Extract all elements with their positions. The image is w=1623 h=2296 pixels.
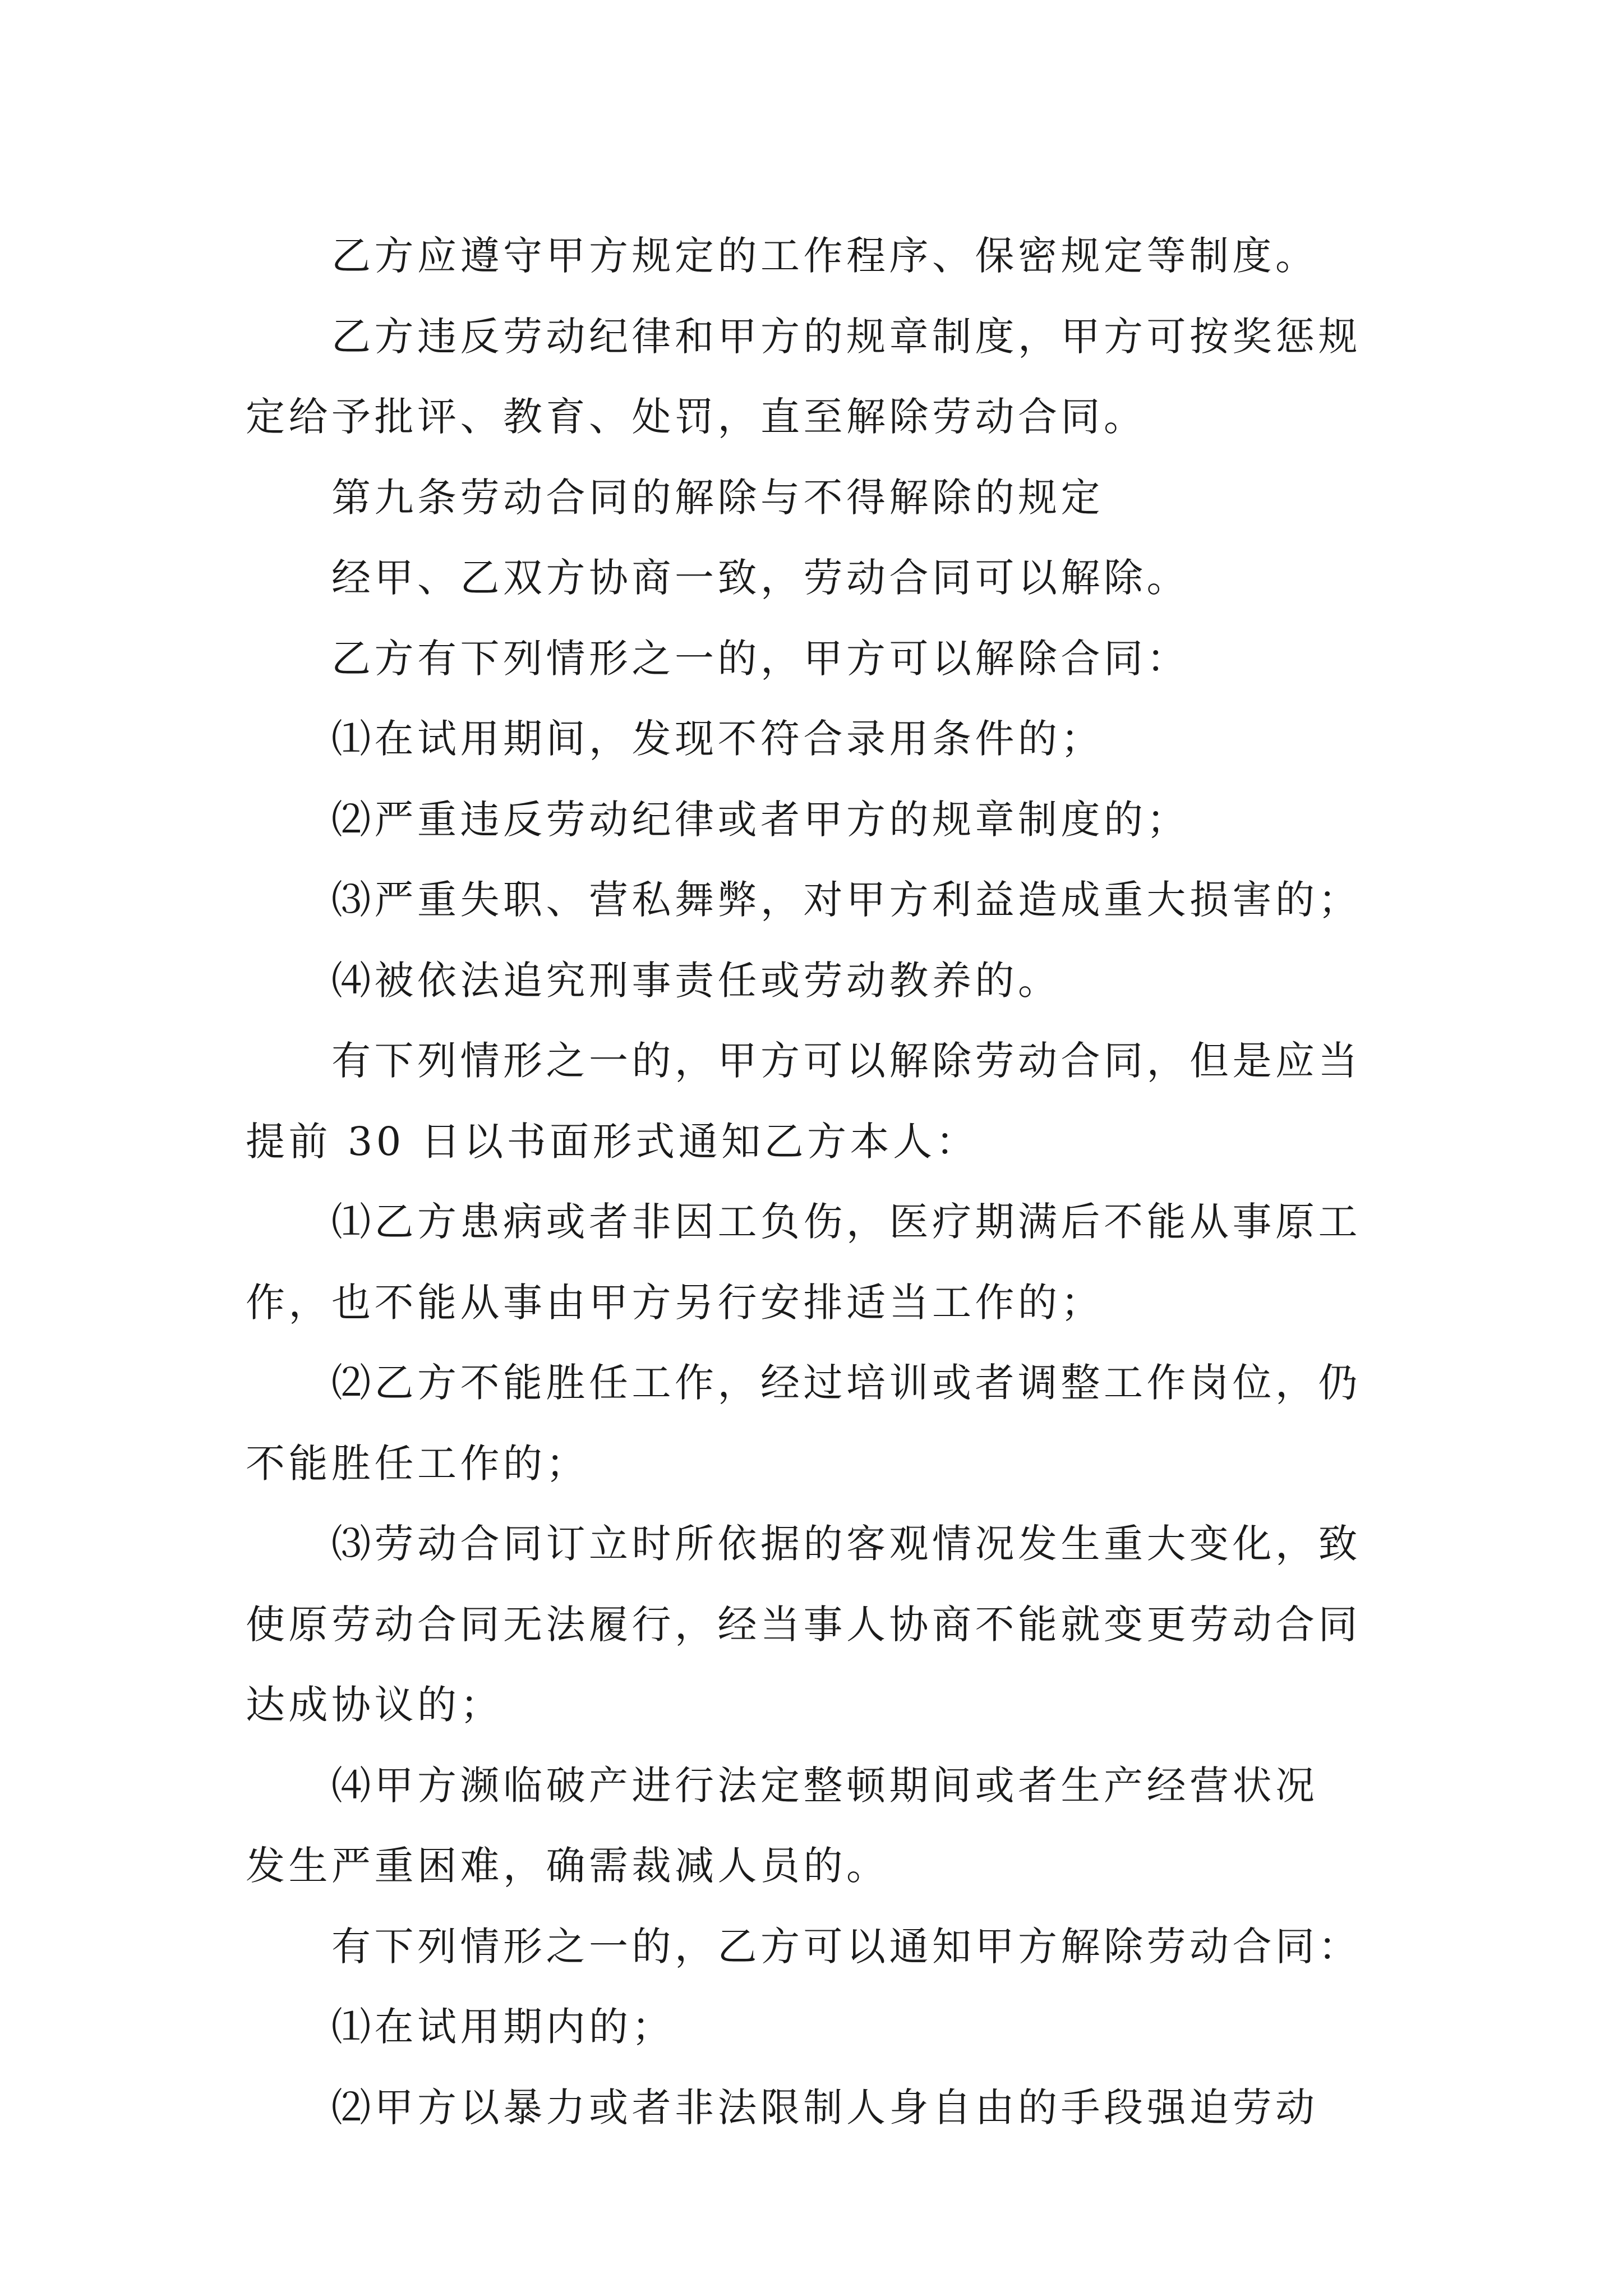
text-line: ⑷甲方濒临破产进行法定整顿期间或者生产经营状况 (331, 1762, 1318, 1809)
paragraph (246, 1504, 1384, 1746)
text-line: ⑵乙方不能胜任工作，经过培训或者调整工作岗位，仍 (331, 1360, 1361, 1406)
text-line: 有下列情形之一的，甲方可以解除劳动合同，但是应当 (331, 1038, 1361, 1084)
text-line: ⑶严重失职、营私舞弊，对甲方利益造成重大损害的； (331, 877, 1361, 923)
text-line: 乙方应遵守甲方规定的工作程序、保密规定等制度。 (331, 233, 1318, 279)
text-line: 乙方有下列情形之一的，甲方可以解除合同： (331, 635, 1189, 682)
text-line: 发生严重困难，确需裁减人员的。 (246, 1843, 889, 1889)
paragraph (246, 1907, 1384, 1987)
paragraph (246, 297, 1384, 458)
paragraph (246, 1746, 1384, 1907)
paragraph (246, 2068, 1384, 2148)
paragraph (246, 1343, 1384, 1504)
text-line: 定给予批评、教育、处罚，直至解除劳动合同。 (246, 394, 1147, 440)
paragraph (246, 1987, 1384, 2068)
paragraph (246, 1021, 1384, 1182)
text-line: 提前 30 日以书面形式通知乙方本人： (246, 1118, 979, 1165)
paragraph (246, 538, 1384, 619)
text-line: 不能胜任工作的； (246, 1440, 589, 1487)
text-line: ⑶劳动合同订立时所依据的客观情况发生重大变化，致 (331, 1521, 1361, 1567)
text-line: ⑴乙方患病或者非因工负伤，医疗期满后不能从事原工 (331, 1199, 1361, 1245)
text-line: ⑴在试用期间，发现不符合录用条件的； (331, 716, 1104, 762)
text-line: ⑴在试用期内的； (331, 2004, 675, 2050)
text-line: 经甲、乙双方协商一致，劳动合同可以解除。 (331, 555, 1189, 601)
text-line: 乙方违反劳动纪律和甲方的规章制度，甲方可按奖惩规 (331, 313, 1361, 360)
text-line: ⑷被依法追究刑事责任或劳动教养的。 (331, 957, 1061, 1004)
paragraph (246, 780, 1384, 861)
paragraph (246, 458, 1384, 539)
text-line: ⑵甲方以暴力或者非法限制人身自由的手段强迫劳动 (331, 2084, 1318, 2131)
paragraph (246, 216, 1384, 297)
text-line: ⑵严重违反劳动纪律或者甲方的规章制度的； (331, 796, 1189, 843)
paragraph (246, 941, 1384, 1022)
document-body (246, 216, 1384, 2148)
text-line: 达成协议的； (246, 1682, 503, 1728)
paragraph (246, 699, 1384, 780)
text-line: 作，也不能从事由甲方另行安排适当工作的； (246, 1279, 1104, 1326)
paragraph (246, 619, 1384, 700)
paragraph (246, 1182, 1384, 1343)
text-line: 使原劳动合同无法履行，经当事人协商不能就变更劳动合同 (246, 1601, 1361, 1648)
paragraph (246, 860, 1384, 941)
text-line: 第九条劳动合同的解除与不得解除的规定 (331, 474, 1104, 521)
text-line: 有下列情形之一的，乙方可以通知甲方解除劳动合同： (331, 1923, 1361, 1970)
